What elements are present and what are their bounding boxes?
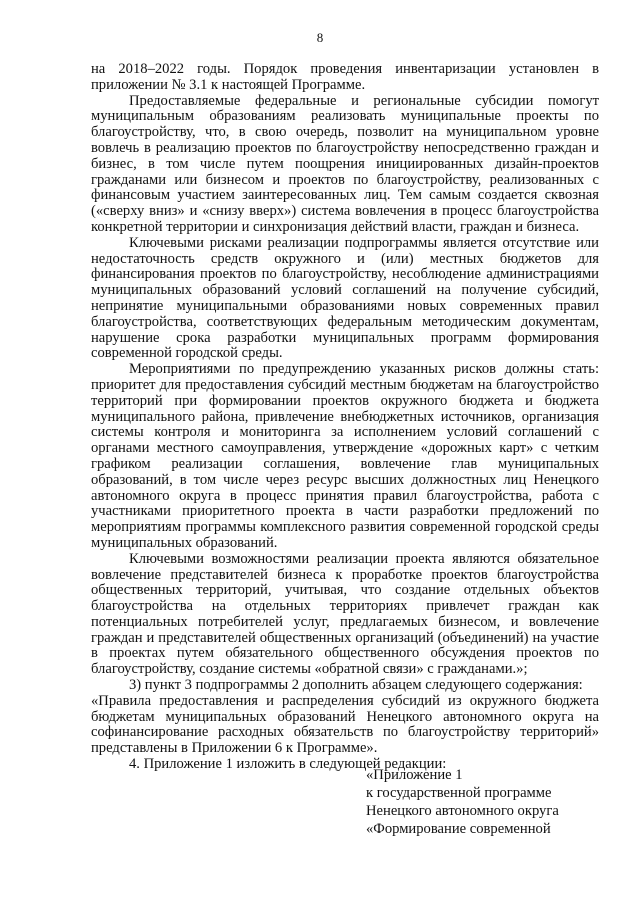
paragraph-key-risks: Ключевыми рисками реализации подпрограммы является отсутствие или недостаточность средств окружного и (или) местных бюджетов для финансирования проектов по благоустройству, несоблюдение администрациями муниципальных образований условий соглашений на получение субсидий, непринятие муниципальными образованиями новых современных правил благоустройства, соответствующих федеральным методическим документам, нарушение срока разработки муниципальных программ формирования современной городской среды. — [91, 234, 599, 362]
paragraph-inventory-continuation: на 2018–2022 годы. Порядок проведения инвентаризации установлен в приложении № 3.1 к настоящей Программе. — [91, 61, 599, 93]
paragraph-risk-measures: Мероприятиями по предупреждению указанных рисков должны стать: приоритет для предоставления субсидий местным бюджетам на благоустройство территорий при формировании проектов окружного бюджета и бюджета муниципального района, привлечение внебюджетных источников, организация системы контроля и мониторинга за исполнением условий соглашений с органами местного самоуправления, утверждение «дорожных карт» с четким графиком реализации соглашения, вовлечение глав муниципальных образований, в том числе через ресурс высших должностных лиц Ненецкого автономного округа в процесс принятия правил благоустройства, работа с участниками приоритетного проекта в части разработки предложений по мероприятиям программы комплексного развития современной городской среды муниципальных образований. — [91, 361, 599, 551]
appendix-header-line: «Формирование современной — [366, 821, 551, 837]
appendix-header-line: к государственной программе — [366, 785, 552, 801]
appendix-header-line: «Приложение 1 — [366, 767, 463, 783]
paragraph-item-3: 3) пункт 3 подпрограммы 2 дополнить абзацем следующего содержания: — [129, 677, 583, 694]
appendix-header-line: Ненецкого автономного округа — [366, 803, 559, 819]
paragraph-item-4: 4. Приложение 1 изложить в следующей редакции: — [129, 756, 447, 773]
appendix-header — [366, 766, 606, 838]
document-body — [91, 62, 599, 773]
paragraph-subsidies: Предоставляемые федеральные и региональные субсидии помогут муниципальным образованиям реализовать муниципальные проекты по благоустройству, что, в свою очередь, позволит на муниципальном уровне вовлечь в реализацию проектов по благоустройству непосредственно граждан и бизнес, в том числе путем поощрения инициированных дизайн-проектов гражданами или бизнесом и проектов по благоустройству, реализованных с финансовым участием заинтересованных лиц. Тем самым создается сквозная («сверху вниз» и «снизу вверх») система вовлечения в процесс благоустройства конкретной территории и синхронизация действий власти, граждан и бизнеса. — [91, 92, 599, 235]
paragraph-subsidy-rules-quote: «Правила предоставления и распределения субсидий из окружного бюджета бюджетам муниципальных образований Ненецкого автономного округа на софинансирование расходных обязательств по благоустройству территорий» представлены в Приложении 6 к Программе». — [91, 692, 599, 757]
paragraph-key-opportunities: Ключевыми возможностями реализации проекта являются обязательное вовлечение представителей бизнеса к проработке проектов благоустройства общественных территорий, учитывая, что создание отдельных объектов благоустройства на отдельных территориях привлечет граждан как потенциальных потребителей услуг, предлагаемых бизнесом, и вовлечение граждан и представителей общественных организаций (объединений) на участие в проектах путем обязательного общественного обсуждения проектов по благоустройству, создание системы «обратной связи» с гражданами.»; — [91, 550, 599, 678]
page-number: 8 — [316, 30, 324, 45]
